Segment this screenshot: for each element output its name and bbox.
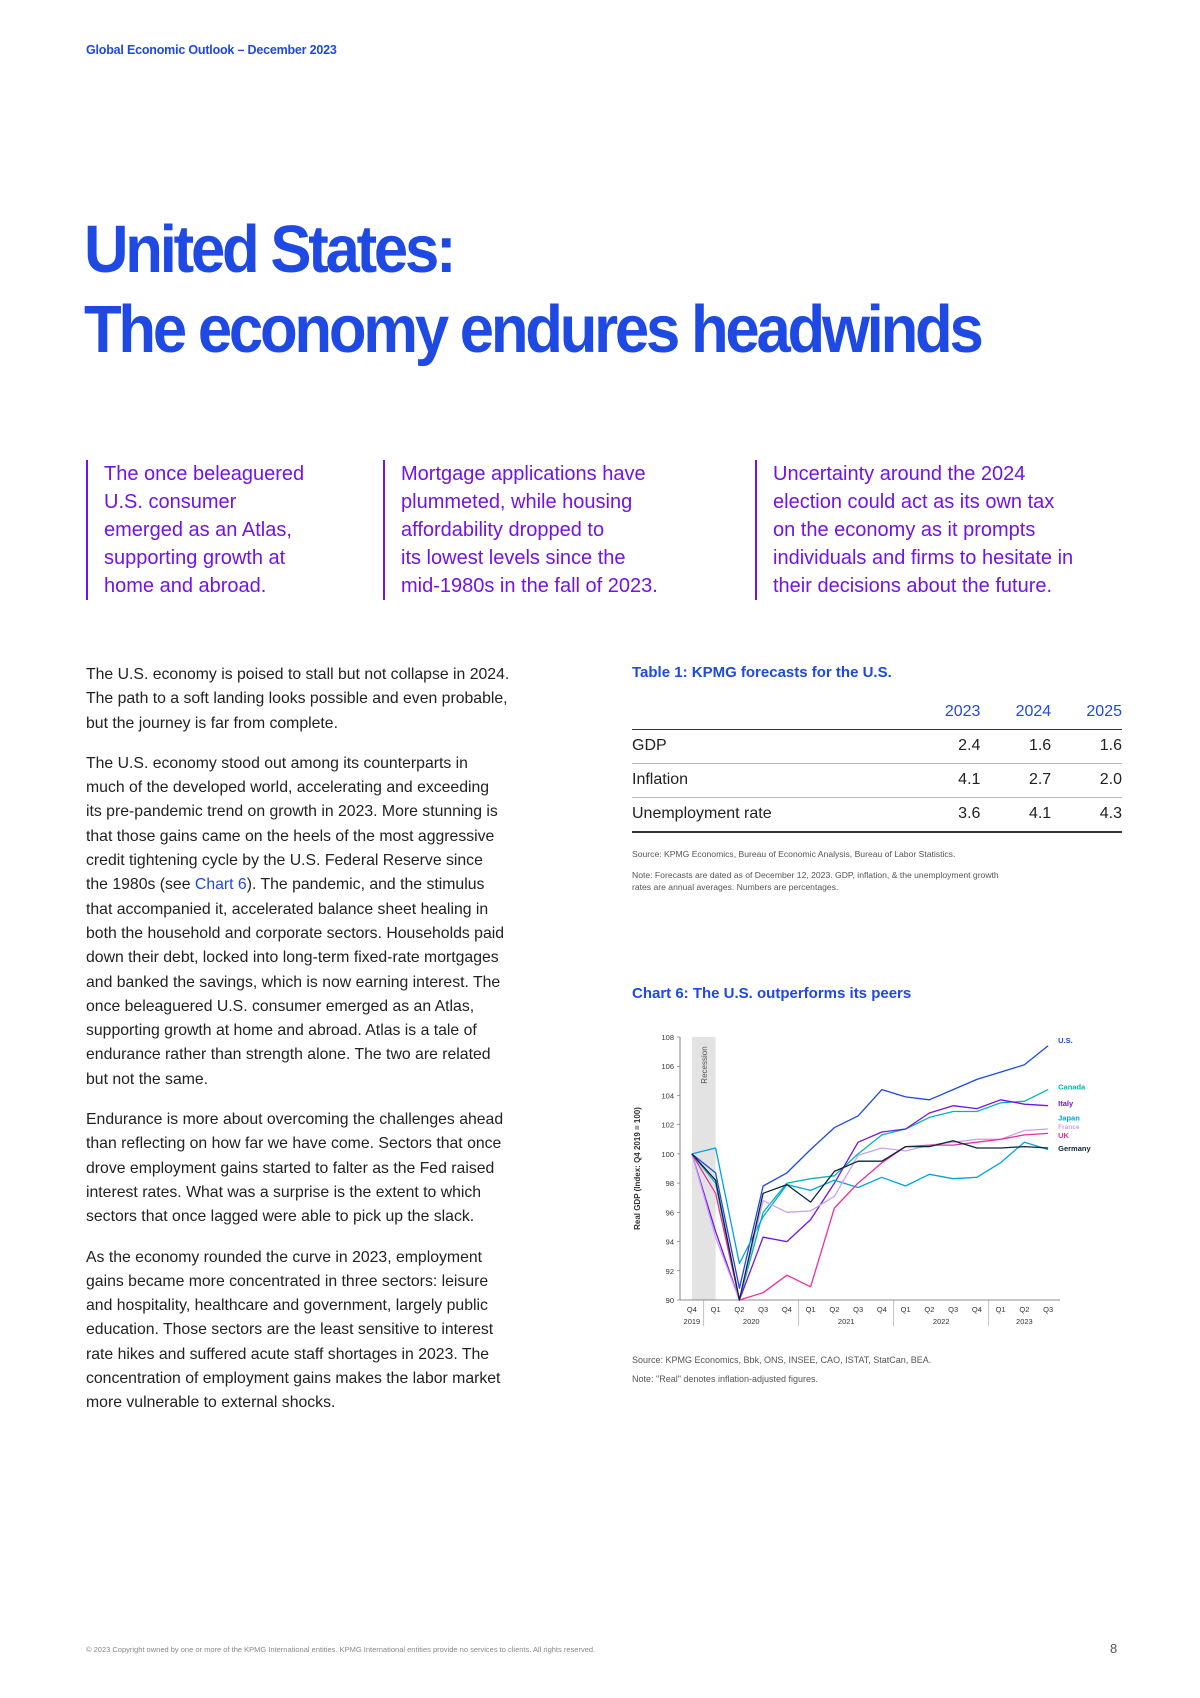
body-line: much of the developed world, accelerating and exceeding — [86, 779, 490, 797]
body-line: both the household and corporate sectors. Households paid — [86, 924, 505, 942]
body-line: but the journey is far from complete. — [86, 714, 338, 732]
body-line: drove employment gains started to falter as the Fed raised — [86, 1159, 495, 1177]
x-tick-label: Q3 — [1043, 1305, 1054, 1314]
callout-3 — [755, 460, 1118, 600]
copyright-footer: © 2023 Copyright owned by one or more of the KPMG International entities. KPMG International entities provide no services to clients. All rights reserved. — [86, 1645, 596, 1654]
x-tick-label: Q2 — [1019, 1305, 1030, 1314]
body-line: and banked the savings, which is now earning interest. The — [86, 973, 501, 991]
body-line: that accompanied it, accelerated balance sheet healing in — [86, 900, 489, 918]
body-line: endurance rather than strength alone. The two are related — [86, 1046, 491, 1064]
table-cell: 2.7 — [980, 764, 1051, 798]
series-line-germany — [692, 1141, 1048, 1300]
table-row — [632, 764, 1122, 798]
paragraph-2 — [86, 752, 586, 1092]
x-tick-label: Q2 — [829, 1305, 840, 1314]
y-tick-label: 100 — [661, 1149, 674, 1159]
callout-1 — [86, 460, 344, 600]
table-cell: 4.1 — [980, 798, 1051, 833]
page-title-line-1: United States: — [84, 212, 454, 287]
page-number: 8 — [1110, 1641, 1118, 1656]
body-line: education. Those sectors are the least sensitive to interest — [86, 1321, 494, 1339]
table-row-label: GDP — [632, 730, 910, 764]
body-line: but not the same. — [86, 1070, 209, 1088]
table-note-line: Note: Forecasts are dated as of December 12, 2023. GDP, inflation, & the unemployment growth — [632, 870, 999, 880]
body-line: gains became more concentrated in three sectors: leisure — [86, 1272, 489, 1290]
body-line: supporting growth at home and abroad. Atlas is a tale of — [86, 1022, 477, 1040]
x-tick-label: Q3 — [758, 1305, 769, 1314]
paragraph-1 — [86, 663, 586, 736]
table-cell: 2.4 — [910, 730, 981, 764]
x-year-label: 2019 — [683, 1317, 701, 1326]
body-line — [86, 873, 586, 897]
table-header-cell: 2024 — [980, 697, 1051, 730]
x-tick-label: Q1 — [805, 1305, 816, 1314]
chart-title: Chart 6: The U.S. outperforms its peers — [632, 985, 912, 1002]
table-row-label: Unemployment rate — [632, 798, 910, 833]
callout-2 — [383, 460, 701, 600]
body-text-segment: ). The pandemic, and the stimulus — [246, 876, 485, 894]
callout-1-line: U.S. consumer — [104, 491, 237, 513]
series-label: Italy — [1058, 1098, 1074, 1108]
x-tick-label: Q1 — [900, 1305, 911, 1314]
x-tick-label: Q4 — [876, 1305, 887, 1314]
body-line: credit tightening cycle by the U.S. Federal Reserve since — [86, 852, 483, 870]
page-title-line-2: The economy endures headwinds — [84, 292, 981, 367]
page-title — [84, 210, 981, 370]
body-line: down their debt, locked into long-term fixed-rate mortgages — [86, 949, 499, 967]
callout-1-line: emerged as an Atlas, — [104, 519, 292, 541]
table-row — [632, 798, 1122, 833]
series-line-canada — [692, 1090, 1048, 1300]
callout-1-line: The once beleaguered — [104, 463, 305, 485]
table-cell: 3.6 — [910, 798, 981, 833]
callout-3-line: election could act as its own tax — [773, 491, 1055, 513]
x-tick-label: Q1 — [995, 1305, 1006, 1314]
x-year-label: 2021 — [837, 1317, 855, 1326]
callout-3-line: their decisions about the future. — [773, 575, 1053, 597]
x-tick-label: Q2 — [734, 1305, 745, 1314]
body-line: Endurance is more about overcoming the challenges ahead — [86, 1111, 504, 1129]
chart-source: Source: KPMG Economics, Bbk, ONS, INSEE, CAO, ISTAT, StatCan, BEA. — [632, 1355, 932, 1365]
x-tick-label: Q4 — [781, 1305, 792, 1314]
body-line: The path to a soft landing looks possible and even probable, — [86, 690, 508, 708]
body-line: than reflecting on how far we have come. Sectors that once — [86, 1135, 502, 1153]
body-text — [86, 663, 586, 1432]
x-tick-label: Q4 — [686, 1305, 697, 1314]
y-tick-label: 104 — [661, 1091, 674, 1101]
y-tick-label: 108 — [661, 1033, 674, 1042]
callout-2-line: Mortgage applications have — [401, 463, 646, 485]
body-line: The U.S. economy is poised to stall but not collapse in 2024. — [86, 666, 510, 683]
x-tick-label: Q4 — [971, 1305, 982, 1314]
x-tick-label: Q3 — [948, 1305, 959, 1314]
forecast-table — [632, 697, 1122, 833]
body-line: The U.S. economy stood out among its counterparts in — [86, 754, 468, 772]
table-header-blank — [632, 697, 910, 730]
x-tick-label: Q2 — [924, 1305, 935, 1314]
y-axis-label: Real GDP (Index: Q4 2019 = 100) — [633, 1107, 642, 1230]
x-year-label: 2020 — [742, 1317, 760, 1326]
x-tick-label: Q3 — [853, 1305, 864, 1314]
table-cell: 4.1 — [910, 764, 981, 798]
body-line: once beleaguered U.S. consumer emerged as an Atlas, — [86, 997, 475, 1015]
body-line: that those gains came on the heels of the most aggressive — [86, 827, 495, 845]
series-line-japan — [692, 1142, 1048, 1263]
callout-1-line: home and abroad. — [104, 575, 267, 597]
document-header: Global Economic Outlook – December 2023 — [86, 43, 337, 57]
series-label: Germany — [1058, 1144, 1091, 1154]
x-tick-label: Q1 — [710, 1305, 721, 1314]
table-header-row — [632, 697, 1122, 730]
body-line: As the economy rounded the curve in 2023, employment — [86, 1248, 483, 1266]
callout-2-line: mid-1980s in the fall of 2023. — [401, 575, 658, 597]
x-year-label: 2023 — [1016, 1317, 1033, 1326]
callout-3-line: on the economy as it prompts — [773, 519, 1036, 541]
gdp-line-chart — [628, 1022, 1128, 1342]
body-line: sectors that once lagged were able to pick up the slack. — [86, 1208, 475, 1226]
table-source: Source: KPMG Economics, Bureau of Economic Analysis, Bureau of Labor Statistics. — [632, 849, 956, 859]
body-line: and hospitality, healthcare and government, largely public — [86, 1297, 488, 1315]
y-tick-label: 90 — [665, 1296, 674, 1305]
paragraph-3 — [86, 1108, 586, 1229]
y-tick-label: 106 — [661, 1062, 674, 1072]
paragraph-4 — [86, 1246, 586, 1416]
table-row — [632, 730, 1122, 764]
y-tick-label: 92 — [665, 1266, 674, 1276]
table-row-label: Inflation — [632, 764, 910, 798]
body-line: concentration of employment gains makes the labor market — [86, 1370, 501, 1388]
x-year-label: 2022 — [932, 1317, 950, 1326]
table-note — [632, 869, 999, 893]
table-note-line: rates are annual averages. Numbers are percentages. — [632, 882, 839, 892]
series-label: UK — [1058, 1130, 1069, 1140]
body-line: its pre-pandemic trend on growth in 2023. More stunning is — [86, 803, 498, 821]
chart-6-link[interactable]: Chart 6 — [194, 876, 247, 894]
series-label: Japan — [1058, 1113, 1080, 1123]
series-label: Canada — [1058, 1082, 1086, 1092]
y-tick-label: 94 — [665, 1237, 674, 1247]
y-tick-label: 102 — [661, 1120, 674, 1130]
y-tick-label: 96 — [665, 1208, 674, 1218]
series-label: U.S. — [1058, 1035, 1073, 1045]
callout-3-line: Uncertainty around the 2024 — [773, 463, 1026, 485]
table-cell: 4.3 — [1051, 798, 1122, 833]
callout-2-line: affordability dropped to — [401, 519, 605, 541]
table-cell: 1.6 — [980, 730, 1051, 764]
table-cell: 2.0 — [1051, 764, 1122, 798]
table-cell: 1.6 — [1051, 730, 1122, 764]
callout-2-line: plummeted, while housing — [401, 491, 633, 513]
recession-label: Recession — [699, 1046, 709, 1084]
body-line: more vulnerable to external shocks. — [86, 1394, 336, 1412]
y-tick-label: 98 — [665, 1179, 674, 1189]
table-title: Table 1: KPMG forecasts for the U.S. — [632, 664, 892, 681]
body-text-segment: the 1980s (see — [86, 876, 195, 894]
body-line: rate hikes and suffered acute staff shortages in 2023. The — [86, 1345, 490, 1363]
series-line-italy — [692, 1100, 1048, 1300]
callout-2-line: its lowest levels since the — [401, 547, 626, 569]
series-label: France — [1058, 1124, 1080, 1132]
chart-note: Note: "Real" denotes inflation-adjusted figures. — [632, 1374, 818, 1384]
callout-1-line: supporting growth at — [104, 547, 286, 569]
table-header-cell: 2023 — [910, 697, 981, 730]
table-header-cell: 2025 — [1051, 697, 1122, 730]
callout-3-line: individuals and firms to hesitate in — [773, 547, 1074, 569]
body-line: interest rates. What was a surprise is the extent to which — [86, 1183, 482, 1201]
